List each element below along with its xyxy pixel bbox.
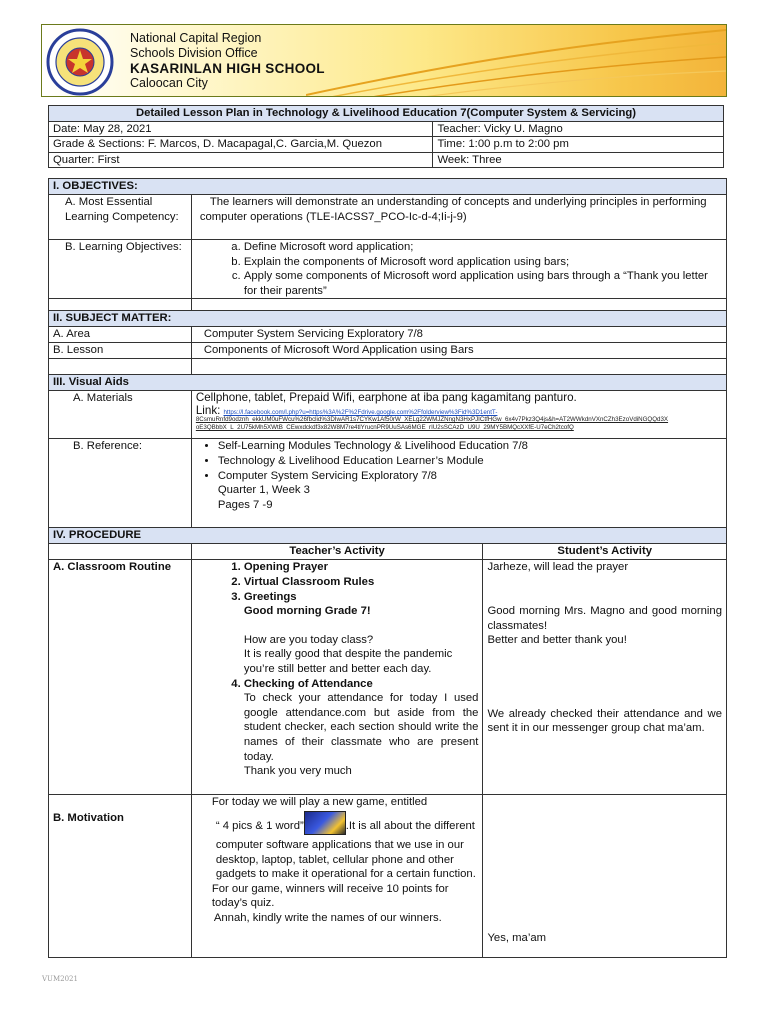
attendance-text: To check your attendance for today I used google attendance.com but aside from the student checker, each section should write the names of their classmate who are present today.	[243, 692, 479, 763]
school-name: KASARINLAN HIGH SCHOOL	[130, 61, 325, 76]
greeting-text: Good morning Grade 7!	[243, 605, 371, 618]
motivation-description: .It is all about the different computer software applications that we use in our desktop, laptop, tablet, cellular phone and other gadgets to make it operational for a certain function.	[215, 819, 476, 881]
reference-quarter: Quarter 1, Week 3	[217, 484, 310, 497]
area-label: A. Area	[49, 327, 192, 343]
school-header-text	[130, 31, 325, 91]
teacher-activity-header: Teacher’s Activity	[191, 544, 483, 560]
routine-teacher-cell	[191, 560, 483, 795]
reference-item: • Computer System Servicing Exploratory 7/8	[218, 469, 722, 484]
student-activity-header: Student’s Activity	[483, 544, 727, 560]
division-office: Schools Division Office	[130, 46, 258, 60]
mec-label: A. Most Essential Learning Competency:	[49, 195, 192, 240]
motivation-intro-text: For today we will play a new game, entitled	[211, 796, 428, 809]
lesson-info-table	[48, 105, 724, 168]
routine-student-cell	[483, 560, 727, 795]
references-cell	[191, 439, 726, 528]
subject-matter-heading: II. SUBJECT MATTER:	[49, 311, 727, 327]
student-attendance-text: We already checked their attendance and we sent it in our messenger group chat ma’am.	[487, 707, 722, 735]
lesson-label: B. Lesson	[49, 343, 192, 359]
lesson-time: Time: 1:00 p.m to 2:00 pm	[433, 137, 724, 153]
lo-item: a. Define Microsoft word application;	[244, 240, 722, 255]
routine-step	[244, 677, 479, 779]
decorative-banner-lines	[306, 25, 726, 97]
lesson-plan-table	[48, 178, 727, 958]
motivation-teacher-cell	[191, 795, 483, 958]
lo-item: c. Apply some components of Microsoft word application using bars through a “Thank you letter for their parents”	[244, 269, 722, 298]
objectives-heading: I. OBJECTIVES:	[49, 179, 727, 195]
learning-objectives-list	[196, 240, 722, 298]
student-prayer-text: Jarheze, will lead the prayer	[487, 561, 629, 574]
materials-text: Cellphone, tablet, Prepaid Wifi, earphone at iba pang kagamitang panturo.	[195, 391, 577, 405]
area-value: Computer System Servicing Exploratory 7/8	[191, 327, 726, 343]
reference-pages: Pages 7 -9	[217, 498, 273, 511]
lesson-plan-title: Detailed Lesson Plan in Technology & Livelihood Education 7(Computer System & Servicing)	[49, 106, 724, 122]
empty-cell	[191, 359, 726, 375]
student-better-text: Better and better thank you!	[487, 634, 627, 647]
routine-step	[244, 590, 479, 677]
region-name: National Capital Region	[130, 31, 262, 45]
drive-link-continued[interactable]: 8CsmuRnfd9odznh_ekkUM0uFWcu%26fbclid%3DIwAR1s7CYKw1Af50rW_XELg22WMJZNngN3HxPJICtfHGw_6x4v7Pkz3Q4js&h=AT2WWkdnVXnCZh3EzoVdiNGQQd3X	[195, 416, 669, 424]
motivation-student-cell	[483, 795, 727, 958]
mec-text: The learners will demonstrate an understanding of concepts and underlying principles in performing computer operations (TLE-IACSS7_PCO-Ic-d-4;Ii-j-9)	[191, 195, 726, 240]
lo-list-cell	[191, 240, 726, 299]
motivation-points-text: For our game, winners will receive 10 points for today’s quiz.	[211, 882, 449, 910]
routine-steps-list	[196, 560, 479, 778]
empty-cell	[49, 359, 192, 375]
references-list	[196, 439, 722, 483]
link-label: Link:	[195, 403, 221, 417]
footer-watermark: VUM2021	[42, 975, 78, 983]
grade-sections: Grade & Sections: F. Marcos, D. Macapagal,C. Garcia,M. Quezon	[49, 137, 433, 153]
lo-label: B. Learning Objectives:	[49, 240, 192, 299]
school-seal-logo	[46, 28, 114, 96]
routine-step: 2. Virtual Classroom Rules	[244, 575, 479, 590]
game-title: “ 4 pics & 1 word”	[215, 819, 304, 832]
classroom-routine-label: A. Classroom Routine	[49, 560, 192, 795]
game-thumbnail-image	[304, 811, 346, 835]
visual-aids-heading: III. Visual Aids	[49, 375, 727, 391]
student-greeting-text: Good morning Mrs. Magno and good morning classmates!	[487, 604, 722, 632]
materials-cell	[191, 391, 726, 439]
motivation-annah-text: Annah, kindly write the names of our winners.	[213, 911, 442, 924]
lesson-teacher: Teacher: Vicky U. Magno	[433, 121, 724, 137]
student-yes-text: Yes, ma’am	[487, 931, 547, 944]
reference-label: B. Reference:	[49, 439, 192, 528]
materials-label: A. Materials	[49, 391, 192, 439]
empty-cell	[49, 299, 192, 311]
routine-step: 1. Opening Prayer	[244, 560, 479, 575]
procedure-heading: IV. PROCEDURE	[49, 528, 727, 544]
lesson-date: Date: May 28, 2021	[49, 121, 433, 137]
pandemic-text: It is really good that despite the pandemic you’re still better and better each day.	[243, 648, 453, 675]
drive-link[interactable]: https://l.facebook.com/l.php?u=https%3A%2F%2Fdrive.google.com%2Ffolderview%3Fid%3D1entT-	[223, 408, 498, 416]
lesson-value: Components of Microsoft Word Application using Bars	[191, 343, 726, 359]
how-are-you-text: How are you today class?	[243, 633, 374, 646]
lo-item: b. Explain the components of Microsoft word application using bars;	[244, 255, 722, 270]
lesson-week: Week: Three	[433, 152, 724, 168]
reference-item: • Technology & Livelihood Education Learner’s Module	[218, 454, 722, 469]
routine-step-label: Greetings	[243, 590, 297, 603]
city-name: Caloocan City	[130, 76, 208, 90]
motivation-label: B. Motivation	[49, 795, 192, 958]
lesson-quarter: Quarter: First	[49, 152, 433, 168]
attendance-heading: Checking of Attendance	[243, 677, 373, 690]
reference-item: • Self-Learning Modules Technology & Livelihood Education 7/8	[218, 439, 722, 454]
thank-you-text: Thank you very much	[243, 765, 352, 778]
drive-link-continued[interactable]: oE3QBbbX_L_2U75kMh5XWtB_CEwxdckdf3x82W8M7re4tlYrucnPR9UuSAs6MGE_rIU2sSCAzD_U9U_29MY5BMQcXXfE-U7eCh2tcofQ	[195, 423, 574, 431]
empty-cell	[191, 299, 726, 311]
empty-cell	[49, 544, 192, 560]
school-header-banner	[41, 24, 727, 97]
